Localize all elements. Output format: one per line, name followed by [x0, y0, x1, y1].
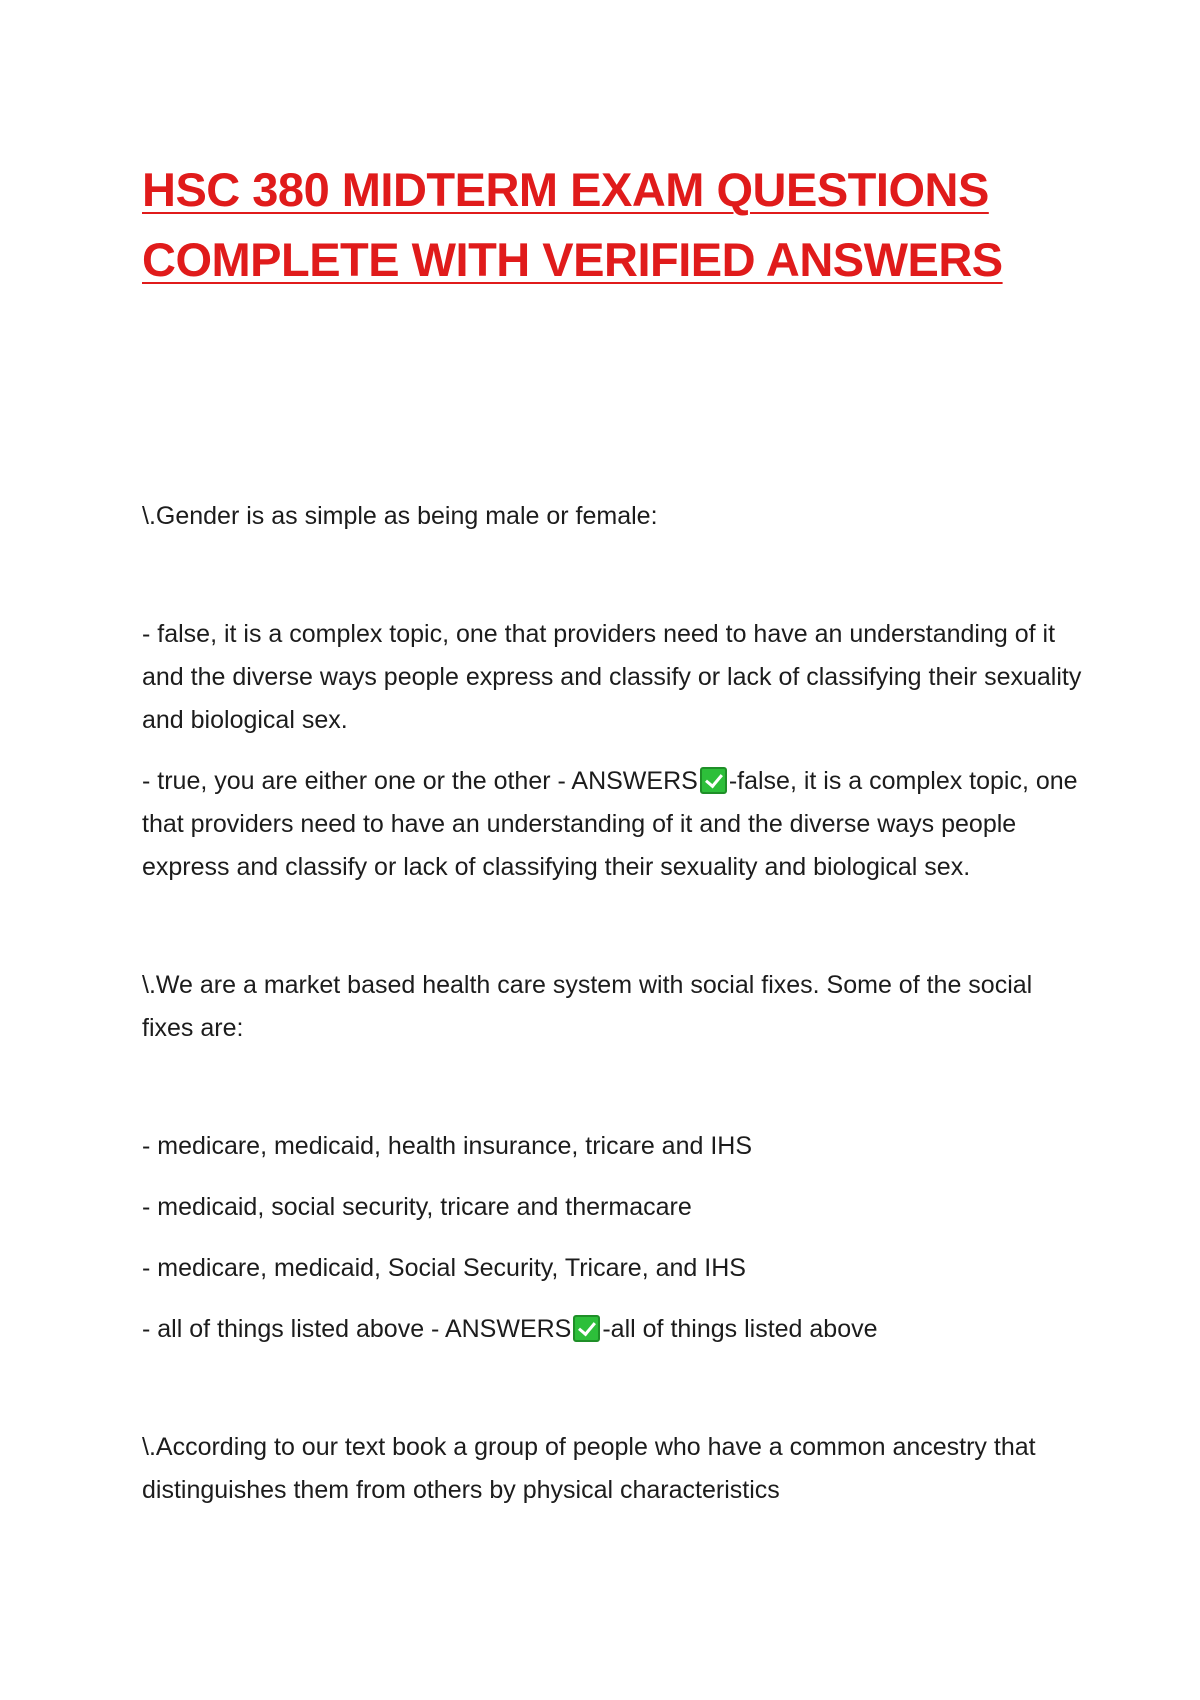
answer-option: - medicaid, social security, tricare and thermacare	[142, 1193, 692, 1221]
question-prompt: \.According to our text book a group of people who have a common ancestry that distinguishes them from others by physical characteristics	[142, 1433, 1036, 1504]
answer-key-text: -false, it is a complex topic, one that providers need to have an understanding of it and the diverse ways people express and classify or lack of classifying their sexuality and biological sex.	[142, 767, 1078, 881]
answer-option: - false, it is a complex topic, one that providers need to have an understanding of it and the diverse ways people express and classify or lack of classifying their sexuality and biological sex.	[142, 620, 1082, 734]
answer-key-text: -all of things listed above	[602, 1315, 878, 1343]
answer-option-text: - true, you are either one or the other - ANSWERS	[142, 767, 698, 795]
check-mark-icon	[700, 767, 727, 794]
answer-option: - medicare, medicaid, health insurance, tricare and IHS	[142, 1132, 753, 1160]
check-mark-icon	[573, 1315, 600, 1342]
question-prompt: \.Gender is as simple as being male or female:	[142, 502, 658, 530]
question-prompt: \.We are a market based health care system with social fixes. Some of the social fixes are:	[142, 971, 1033, 1042]
title-line-2: COMPLETE WITH VERIFIED ANSWERS	[142, 233, 1003, 286]
answer-option-with-key	[142, 760, 1082, 889]
document-body	[142, 495, 1082, 1512]
title-line-1: HSC 380 MIDTERM EXAM QUESTIONS	[142, 163, 989, 216]
answer-option-text: - all of things listed above - ANSWERS	[142, 1315, 572, 1343]
document-title	[142, 155, 1062, 295]
answer-option-with-key	[142, 1308, 1082, 1351]
answer-option: - medicare, medicaid, Social Security, Tricare, and IHS	[142, 1254, 746, 1282]
